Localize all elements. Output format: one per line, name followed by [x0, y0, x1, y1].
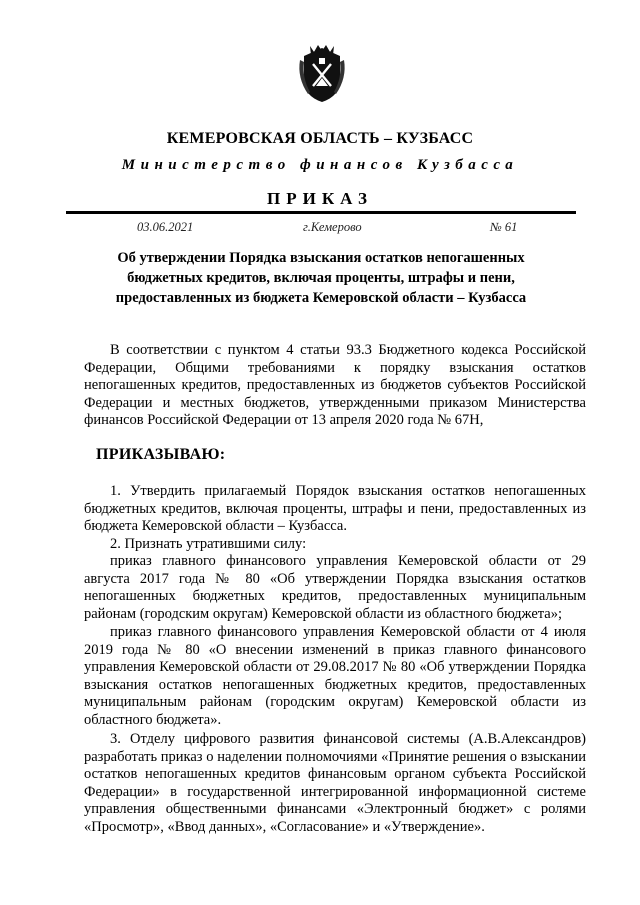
order-heading: ПРИКАЗЫВАЮ: [96, 446, 226, 463]
document-date: 03.06.2021 [137, 220, 194, 234]
item-2a-paragraph: приказ главного финансового управления Кемеровской области от 29 августа 2017 года № 80 «Об утверждении Порядка взыскания остатков непогашенных бюджетных кредитов, предоставленных муниципальным районам (городским округам) Кемеровской области из областного бюджета»; [84, 553, 586, 622]
preamble-paragraph: В соответствии с пунктом 4 статьи 93.3 Бюджетного кодекса Российской Федерации, Общими требованиями к порядку взыскания остатков непогашенных кредитов, предоставленных из бюджетов субъектов Российской Федерации и местных бюджетов, утвержденными приказом Министерства финансов Российской Федерации от 13 апреля 2020 года № 67Н, [84, 342, 586, 429]
region-title: КЕМЕРОВСКАЯ ОБЛАСТЬ – КУЗБАСС [166, 130, 474, 147]
coat-of-arms-icon [296, 42, 348, 104]
document-subject: Об утверждении Порядка взыскания остатков непогашенных бюджетных кредитов, включая проценты, штрафы и пени, предоставленных из бюджета Кемеровской области – Кузбасса [115, 250, 527, 306]
item-1-paragraph: 1. Утвердить прилагаемый Порядок взыскания остатков непогашенных бюджетных кредитов, включая проценты, штрафы и пени, предоставленных из бюджета Кемеровской области – Кузбасса. [84, 483, 586, 535]
document-number: № 61 [490, 220, 518, 234]
ministry-name: Министерство финансов Кузбасса [121, 157, 519, 173]
document-city: г.Кемерово [303, 220, 362, 234]
item-2-paragraph: 2. Признать утратившими силу: [110, 536, 307, 552]
document-type: ПРИКАЗ [267, 189, 373, 208]
item-2b-paragraph: приказ главного финансового управления Кемеровской области от 4 июля 2019 года № 80 «О внесении изменений в приказ главного финансового управления Кемеровской области от 29.08.2017 № 80 «Об утверждении Порядка взыскания остатков непогашенных бюджетных кредитов, предоставленных муниципальным районам (городским округам) Кемеровской области из областного бюджета». [84, 624, 586, 728]
header-divider [66, 211, 576, 214]
item-3-paragraph: 3. Отделу цифрового развития финансовой системы (А.В.Александров) разработать приказ о наделении полномочиями «Принятие решения о взыскании остатков непогашенных кредитов финансовым органом субъекта Российской Федерации» в государственной интегрированной информационной системе управления общественными финансами «Электронный бюджет» с ролями «Просмотр», «Ввод данных», «Согласование» и «Утверждение». [84, 731, 586, 835]
